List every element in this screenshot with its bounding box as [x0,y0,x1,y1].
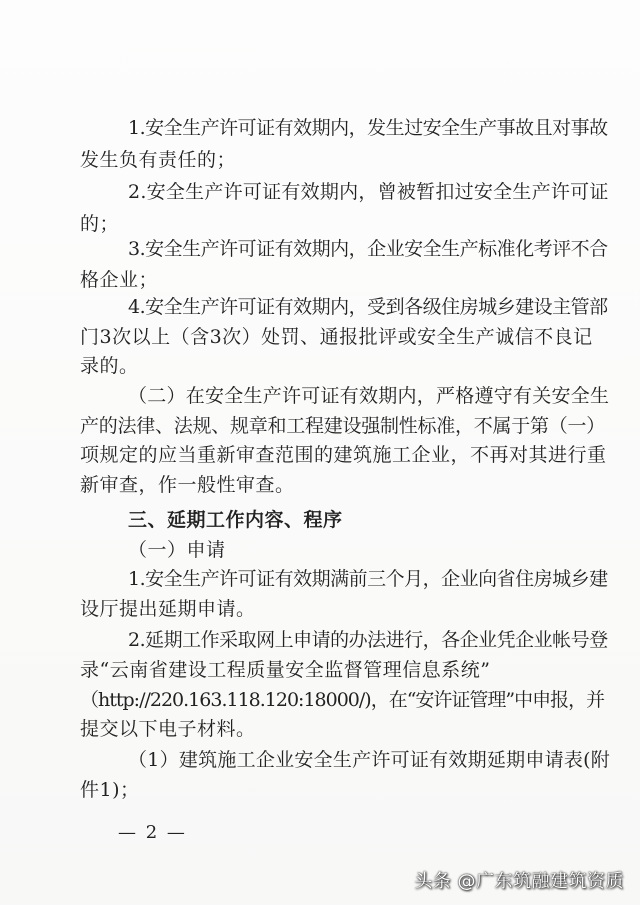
paragraph-line: 件1)； [80,779,140,801]
paragraph-line: 4.安全生产许可证有效期内，受到各级住房城乡建设主管部 [128,296,608,318]
page-number: — 2 — [118,822,187,843]
section-heading: 三、延期工作内容、程序 [128,509,343,531]
paragraph-line: （1）建筑施工企业安全生产许可证有效期延期申请表(附 [128,749,611,771]
paragraph-line: 项规定的应当重新审查范围的建筑施工企业，不再对其进行重 [80,444,607,466]
paragraph-line: 设厅提出延期申请。 [80,598,256,620]
paragraph-line: 1.安全生产许可证有效期满前三个月，企业向省住房城乡建 [128,568,608,590]
paragraph-line: 格企业； [80,269,159,291]
paragraph-line: （http://220.163.118.120:18000/)，在“安许证管理”中申报，并 [80,689,605,711]
paragraph-line: 产的法律、法规、规章和工程建设强制性标准，不属于第（一） [80,415,606,437]
subsection-heading: （一）申请 [128,539,226,561]
paragraph-line: 录的。 [80,355,139,377]
watermark: 头条 @广东筑融建筑资质 [414,871,624,892]
paragraph-line: 门3次以上（含3次）处罚、通报批评或安全生产诚信不良记 [80,326,593,348]
paragraph-line: 2.安全生产许可证有效期内，曾被暂扣过安全生产许可证 [128,181,609,203]
paragraph-line: 提交以下电子材料。 [80,718,256,740]
paragraph-line: 新审查，作一般性审查。 [80,474,295,496]
paragraph-line: 1.安全生产许可证有效期内，发生过安全生产事故且对事故 [128,117,608,139]
paragraph-line: 3.安全生产许可证有效期内，企业安全生产标准化考评不合 [128,238,608,260]
paragraph-line: （二）在安全生产许可证有效期内，严格遵守有关安全生 [128,385,610,407]
paragraph-line: 的； [80,213,120,235]
paragraph-line: 2.延期工作采取网上申请的办法进行，各企业凭企业帐号登 [128,629,608,651]
paragraph-line: 发生负有责任的； [80,149,237,171]
paragraph-line: 录“云南省建设工程质量安全监督管理信息系统” [80,659,491,681]
